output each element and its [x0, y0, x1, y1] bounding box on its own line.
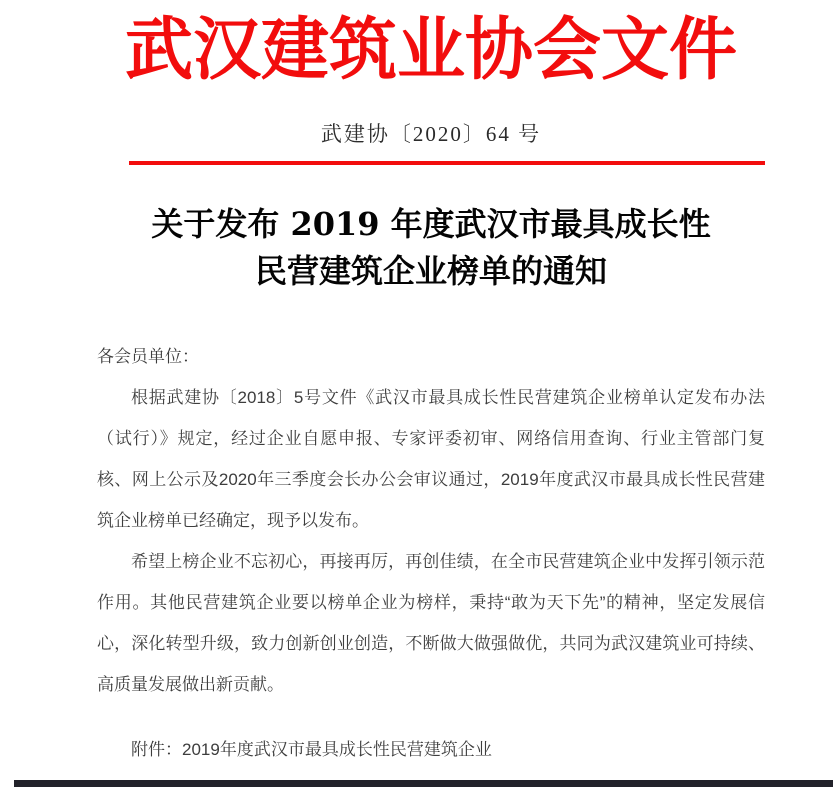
body-paragraph-1: 根据武建协〔2018〕5号文件《武汉市最具成长性民营建筑企业榜单认定发布办法（试行）》规定，经过企业自愿申报、专家评委初审、网络信用查询、行业主管部门复核、网上公示及2020年三季度会长办公会审议通过，2019年度武汉市最具成长性民营建筑企业榜单已经确定，现予以发布。: [97, 388, 765, 530]
document-title-line2: 民营建筑企业榜单的通知: [254, 252, 607, 290]
salutation-line: 各会员单位：: [97, 347, 199, 366]
document-body: [97, 336, 765, 770]
attachment-line: 附件：2019年度武汉市最具成长性民营建筑企业: [131, 740, 492, 759]
body-paragraph-2: 希望上榜企业不忘初心，再接再厉，再创佳绩，在全市民营建筑企业中发挥引领示范作用。其他民营建筑企业要以榜单企业为榜样，秉持“敢为天下先”的精神，坚定发展信心，深化转型升级，致力创新创业创造，不断做大做强做优，共同为武汉建筑业可持续、高质量发展做出新贡献。: [97, 552, 765, 694]
agency-letterhead-title: 武汉建筑业协会文件: [124, 10, 737, 90]
document-title: [97, 201, 765, 295]
document-number: 武建协〔2020〕64 号: [320, 122, 542, 146]
red-divider-rule: [129, 161, 765, 165]
document-title-line1: 关于发布 2019 年度武汉市最具成长性: [151, 205, 711, 243]
bottom-edge-bar: [14, 780, 833, 787]
